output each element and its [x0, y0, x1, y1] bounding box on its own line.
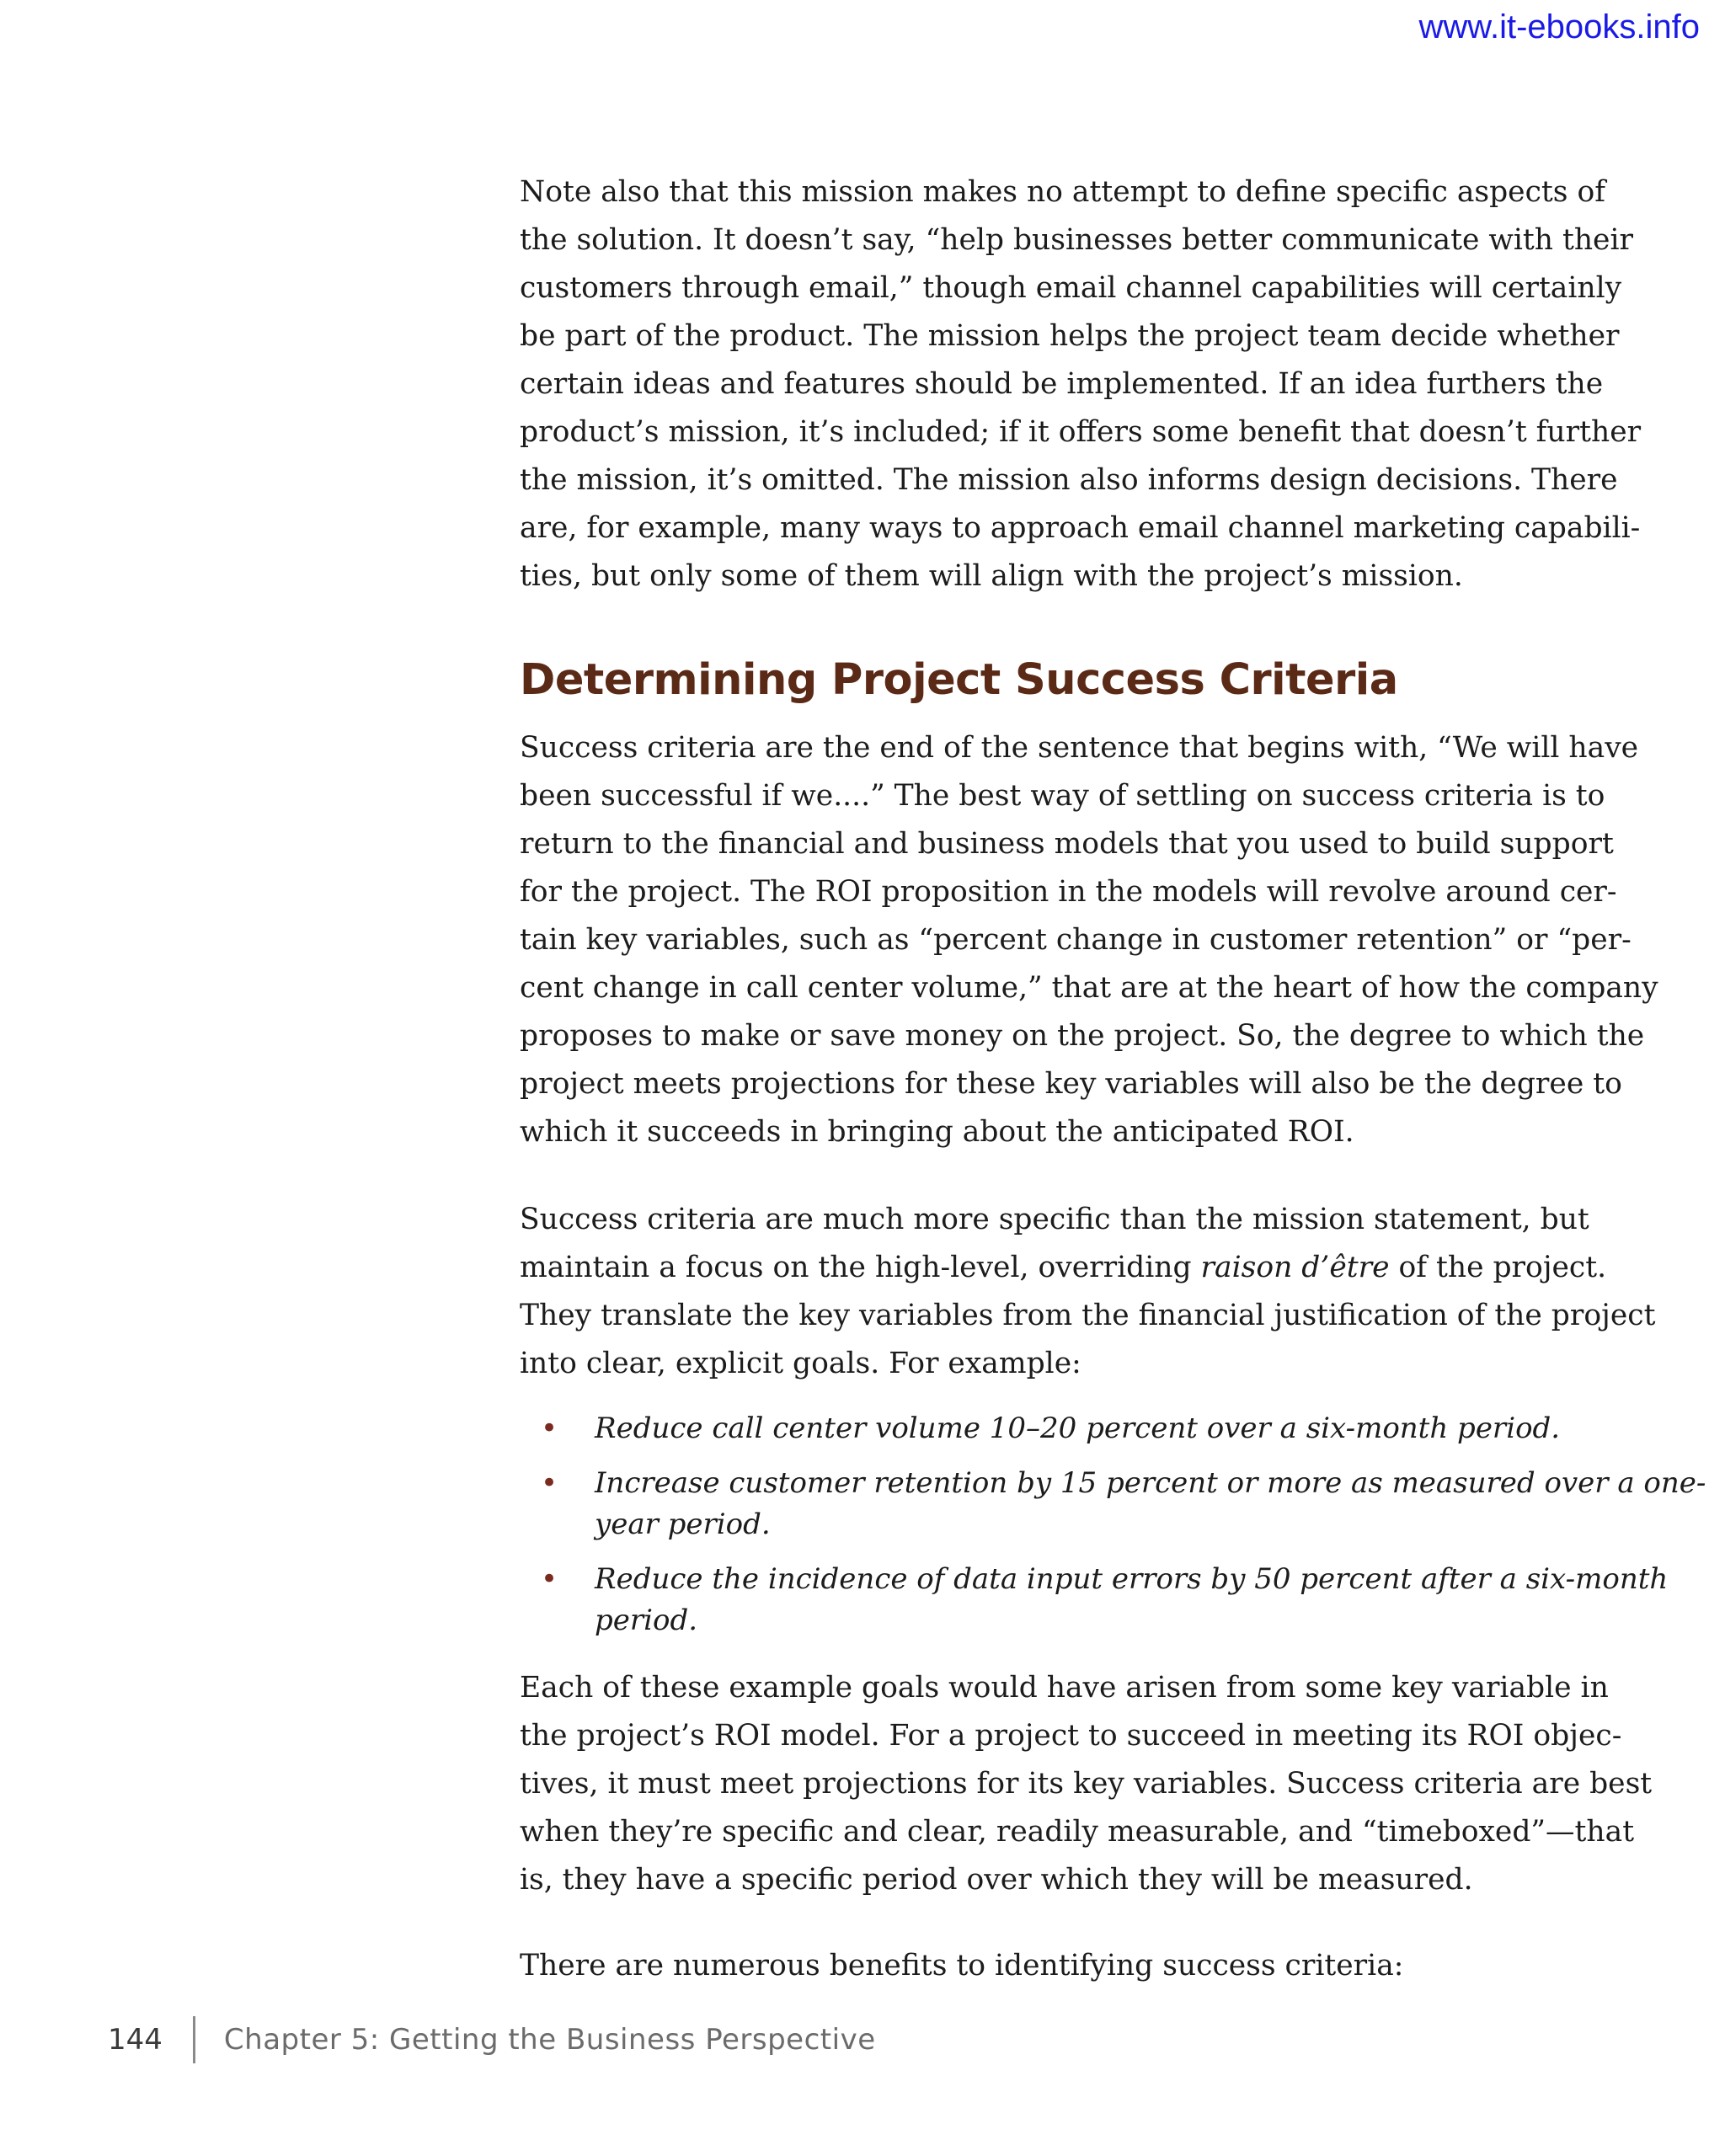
text-line: proposes to make or save money on the project. So, the degree to which the [520, 1019, 1645, 1053]
text-line: into clear, explicit goals. For example: [520, 1347, 1081, 1380]
italic-phrase: raison d’être [1200, 1251, 1390, 1284]
text-line: Note also that this mission makes no attempt to define specific aspects of [520, 175, 1605, 209]
paragraph-benefits-intro [520, 1942, 1403, 1990]
text-line: is, they have a specific period over which they will be measured. [520, 1863, 1473, 1897]
text-line: are, for example, many ways to approach email channel marketing capabili- [520, 511, 1641, 545]
text-line: when they’re specific and clear, readily measurable, and “timeboxed”—that [520, 1815, 1635, 1849]
text-line: return to the financial and business models that you used to build support [520, 827, 1614, 861]
bullet-icon: • [541, 1562, 558, 1596]
text-line: customers through email,” though email channel capabilities will certainly [520, 271, 1622, 305]
text-line: the project’s ROI model. For a project to succeed in meeting its ROI objec- [520, 1719, 1622, 1753]
bullet-icon: • [541, 1412, 558, 1445]
text-line: year period. [595, 1508, 771, 1541]
section-heading: Determining Project Success Criteria [520, 655, 1398, 705]
paragraph-specific-criteria [520, 1196, 1655, 1388]
text-line: cent change in call center volume,” that are at the heart of how the company [520, 971, 1658, 1005]
text-line: period. [595, 1604, 698, 1637]
footer-divider [193, 2016, 195, 2063]
text-line: certain ideas and features should be implemented. If an idea furthers the [520, 367, 1604, 401]
text-segment: maintain a focus on the high-level, overriding [520, 1251, 1201, 1284]
text-line: the mission, it’s omitted. The mission also informs design decisions. There [520, 463, 1618, 497]
text-line: Success criteria are the end of the sentence that begins with, “We will have [520, 731, 1639, 765]
text-line: tain key variables, such as “percent change in customer retention” or “per- [520, 923, 1632, 957]
text-line: product’s mission, it’s included; if it offers some benefit that doesn’t further [520, 415, 1642, 449]
text-line: Reduce the incidence of data input errors by 50 percent after a six-month [595, 1562, 1669, 1596]
paragraph-mission-note [520, 168, 1641, 600]
text-line: Increase customer retention by 15 percent or more as measured over a one- [595, 1466, 1706, 1500]
chapter-title: Chapter 5: Getting the Business Perspective [223, 2023, 876, 2057]
text-line: There are numerous benefits to identifying success criteria: [520, 1949, 1404, 1983]
text-line [520, 1244, 1655, 1292]
text-line: ties, but only some of them will align with the project’s mission. [520, 559, 1463, 593]
watermark-link[interactable]: www.it-ebooks.info [1418, 8, 1700, 45]
paragraph-success-criteria-intro [520, 724, 1658, 1156]
text-line: They translate the key variables from the financial justification of the project [520, 1299, 1656, 1332]
list-item [520, 1408, 1706, 1449]
text-line: for the project. The ROI proposition in the models will revolve around cer- [520, 875, 1617, 909]
text-line: Success criteria are much more specific than the mission statement, but [520, 1203, 1589, 1236]
page-number: 144 [108, 2023, 163, 2057]
goals-bullet-list [520, 1408, 1706, 1641]
text-line: been successful if we....” The best way of settling on success criteria is to [520, 779, 1605, 813]
text-line: project meets projections for these key variables will also be the degree to [520, 1067, 1622, 1101]
page-footer [108, 2016, 876, 2063]
text-line: which it succeeds in bringing about the anticipated ROI. [520, 1115, 1354, 1149]
text-line: tives, it must meet projections for its key variables. Success criteria are best [520, 1767, 1653, 1801]
list-item [520, 1559, 1706, 1641]
text-line: the solution. It doesn’t say, “help businesses better communicate with their [520, 223, 1634, 257]
text-line: Reduce call center volume 10–20 percent over a six-month period. [595, 1412, 1561, 1445]
bullet-icon: • [541, 1466, 558, 1500]
text-segment: of the project. [1389, 1251, 1607, 1284]
text-line: Each of these example goals would have arisen from some key variable in [520, 1671, 1609, 1705]
paragraph-example-goals [520, 1664, 1652, 1904]
text-line: be part of the product. The mission helps the project team decide whether [520, 319, 1620, 353]
list-item [520, 1463, 1706, 1545]
